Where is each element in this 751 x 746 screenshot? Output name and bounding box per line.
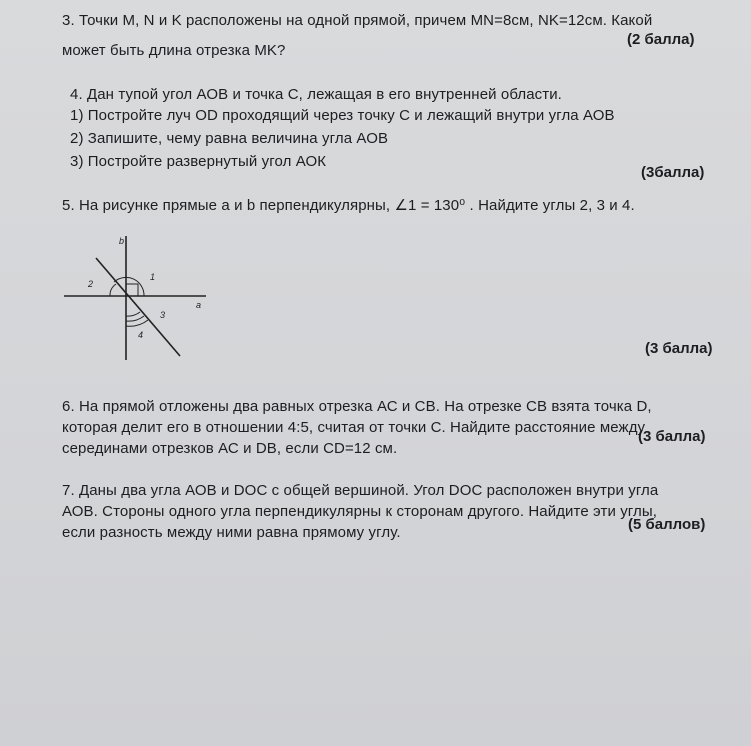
task4-line3: 2) Запишите, чему равна величина угла АОВ xyxy=(70,130,389,147)
task7-line1: 7. Даны два угла АОВ и DOC с общей вершиной. Угол DOC расположен внутри угла xyxy=(62,482,659,499)
perpendicular-lines-figure xyxy=(60,228,220,368)
angle-3-arc-2 xyxy=(126,316,144,321)
task4-line4: 3) Постройте развернутый угол АОК xyxy=(70,153,327,170)
task3-line1: 3. Точки M, N и K расположены на одной прямой, причем MN=8см, NK=12см. Какой xyxy=(62,12,653,29)
task6-line3: серединами отрезков АС и DB, если CD=12 см. xyxy=(62,440,398,457)
diagonal-line xyxy=(96,258,180,356)
task4-line1: 4. Дан тупой угол АОВ и точка С, лежащая в его внутренней области. xyxy=(70,86,562,103)
label-a: a xyxy=(196,300,202,310)
label-1: 1 xyxy=(150,272,156,282)
angle-1-arc xyxy=(114,277,144,296)
task7-line3: если разность между ними равна прямому углу. xyxy=(62,524,401,541)
angle-3-arc xyxy=(126,312,140,316)
angle-2-arc xyxy=(110,284,116,296)
task6-line1: 6. На прямой отложены два равных отрезка АС и СВ. На отрезке СВ взята точка D, xyxy=(62,398,652,415)
task3-points: (2 балла) xyxy=(627,31,695,48)
task5-line1: 5. На рисунке прямые a и b перпендикулярны, ∠1 = 130⁰ . Найдите углы 2, 3 и 4. xyxy=(62,197,635,214)
task4-line2: 1) Постройте луч OD проходящий через точку С и лежащий внутри угла АОВ xyxy=(70,107,615,124)
task7-points: (5 баллов) xyxy=(628,516,706,533)
task5-points: (3 балла) xyxy=(645,340,713,357)
label-b: b xyxy=(119,236,125,246)
label-4: 4 xyxy=(138,330,144,340)
label-2: 2 xyxy=(88,279,94,289)
task4-points: (3балла) xyxy=(641,164,705,181)
task6-line2: которая делит его в отношении 4:5, считая от точки С. Найдите расстояние между xyxy=(62,419,646,436)
task3-line2: может быть длина отрезка MK? xyxy=(62,42,286,59)
task6-points: (3 балла) xyxy=(638,428,706,445)
task7-line2: АОВ. Стороны одного угла перпендикулярны к сторонам другого. Найдите эти углы, xyxy=(62,503,658,520)
label-3: 3 xyxy=(160,310,166,320)
